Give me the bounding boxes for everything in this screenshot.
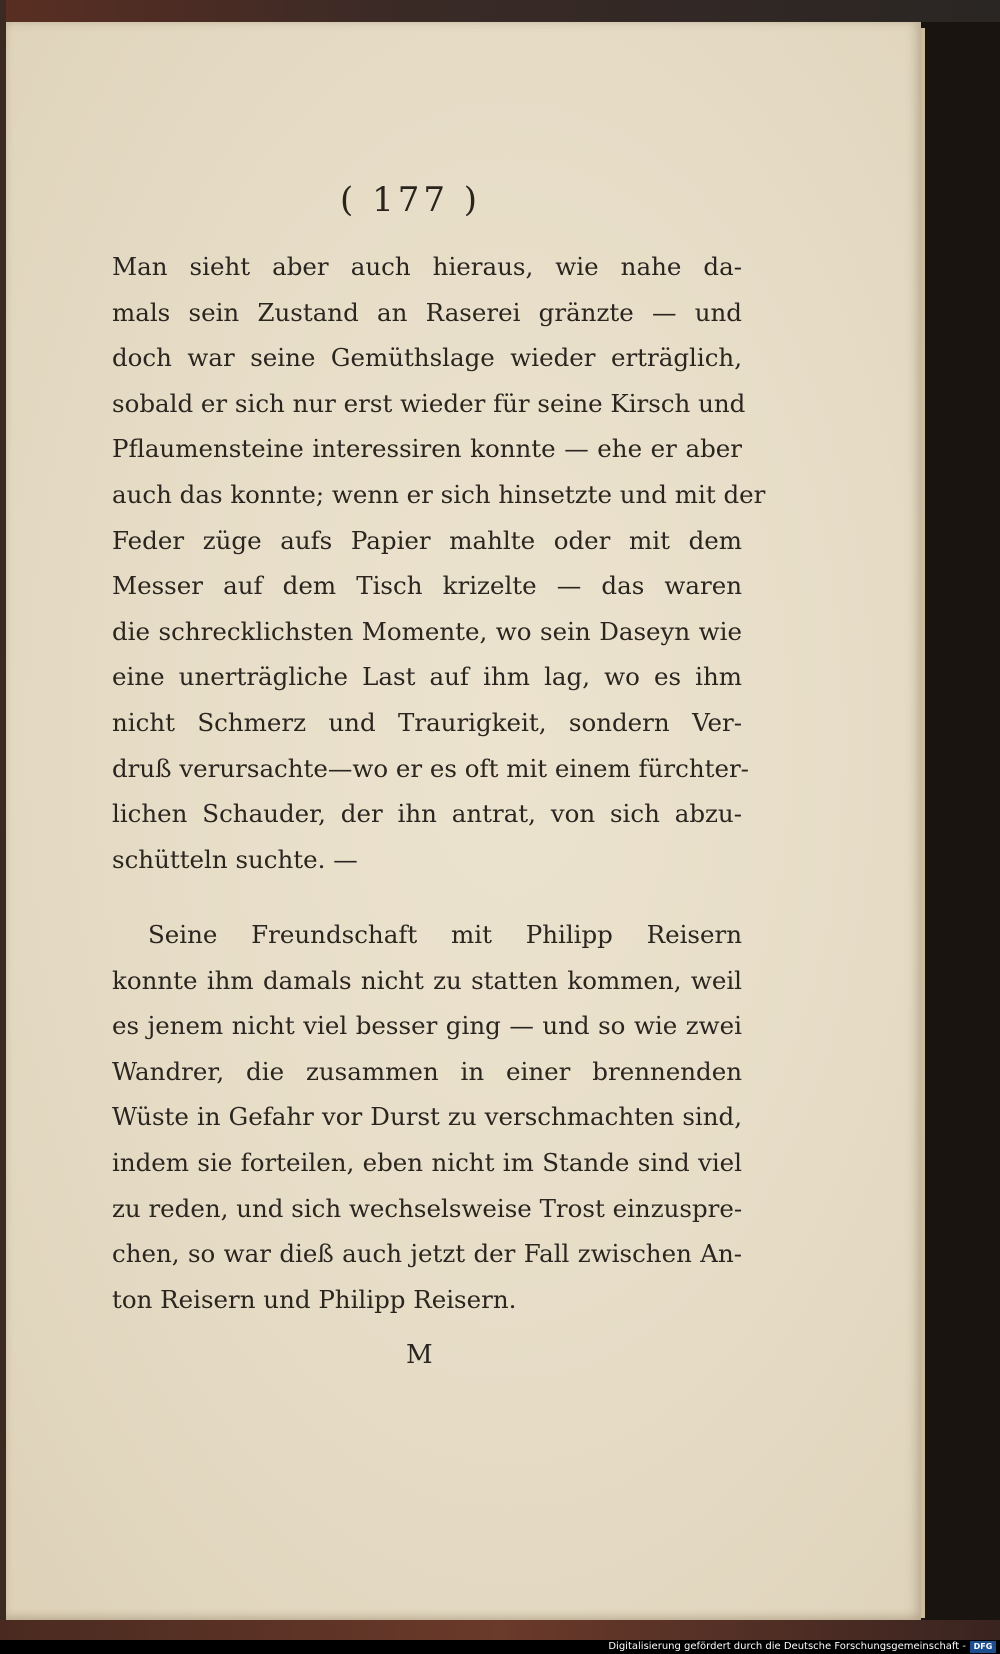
text-line: doch war seine Gemüthslage wieder erträglich,: [112, 343, 742, 373]
scan-bottom-border: [0, 1620, 1000, 1640]
text-line: konnte ihm damals nicht zu statten kommen, weil: [112, 965, 742, 995]
text-line: Pflaumensteine interessiren konnte — ehe er aber: [112, 434, 742, 464]
digitization-credit: Digitalisierung gefördert durch die Deutsche Forschungsgemeinschaft -: [608, 1641, 966, 1652]
text-line: Feder züge aufs Papier mahlte oder mit dem: [112, 525, 742, 555]
text-line: die schrecklichsten Momente, wo sein Daseyn wie: [112, 616, 742, 646]
dfg-logo: DFG: [970, 1641, 996, 1653]
text-line: auch das konnte; wenn er sich hinsetzte und mit der: [112, 479, 766, 509]
page-number: ( 177 ): [340, 180, 482, 220]
catchword: M: [406, 1340, 433, 1370]
text-line: schütteln suchte. —: [112, 844, 358, 874]
text-line: druß verursachte—wo er es oft mit einem fürchter-: [112, 753, 749, 783]
text-line: eine unerträgliche Last auf ihm lag, wo es ihm: [112, 662, 742, 692]
text-line: sobald er sich nur erst wieder für seine Kirsch und: [112, 388, 746, 418]
scan-top-border: [0, 0, 1000, 22]
text-line: indem sie forteilen, eben nicht im Stande sind viel: [112, 1147, 742, 1177]
text-line: zu reden, und sich wechselsweise Trost einzuspre-: [112, 1193, 743, 1223]
text-line: chen, so war dieß auch jetzt der Fall zwischen An-: [112, 1239, 742, 1269]
page-edge: [921, 28, 925, 1618]
text-line: Messer auf dem Tisch krizelte — das waren: [112, 571, 742, 601]
text-line: es jenem nicht viel besser ging — und so wie zwei: [112, 1011, 742, 1041]
text-line: lichen Schauder, der ihn antrat, von sich abzu-: [112, 799, 742, 829]
text-line: Wüste in Gefahr vor Durst zu verschmachten sind,: [112, 1102, 742, 1132]
text-line: Man sieht aber auch hieraus, wie nahe da-: [112, 252, 742, 281]
text-line: mals sein Zustand an Raserei gränzte — und: [112, 297, 742, 327]
text-line: ton Reisern und Philipp Reisern.: [112, 1284, 517, 1314]
paragraph-1: [112, 244, 766, 882]
paragraph-2: [112, 912, 742, 1322]
text-line: Wandrer, die zusammen in einer brennenden: [112, 1056, 742, 1086]
text-line: Seine Freundschaft mit Philipp Reisern: [148, 920, 742, 949]
text-line: nicht Schmerz und Traurigkeit, sondern Ver-: [112, 707, 742, 737]
